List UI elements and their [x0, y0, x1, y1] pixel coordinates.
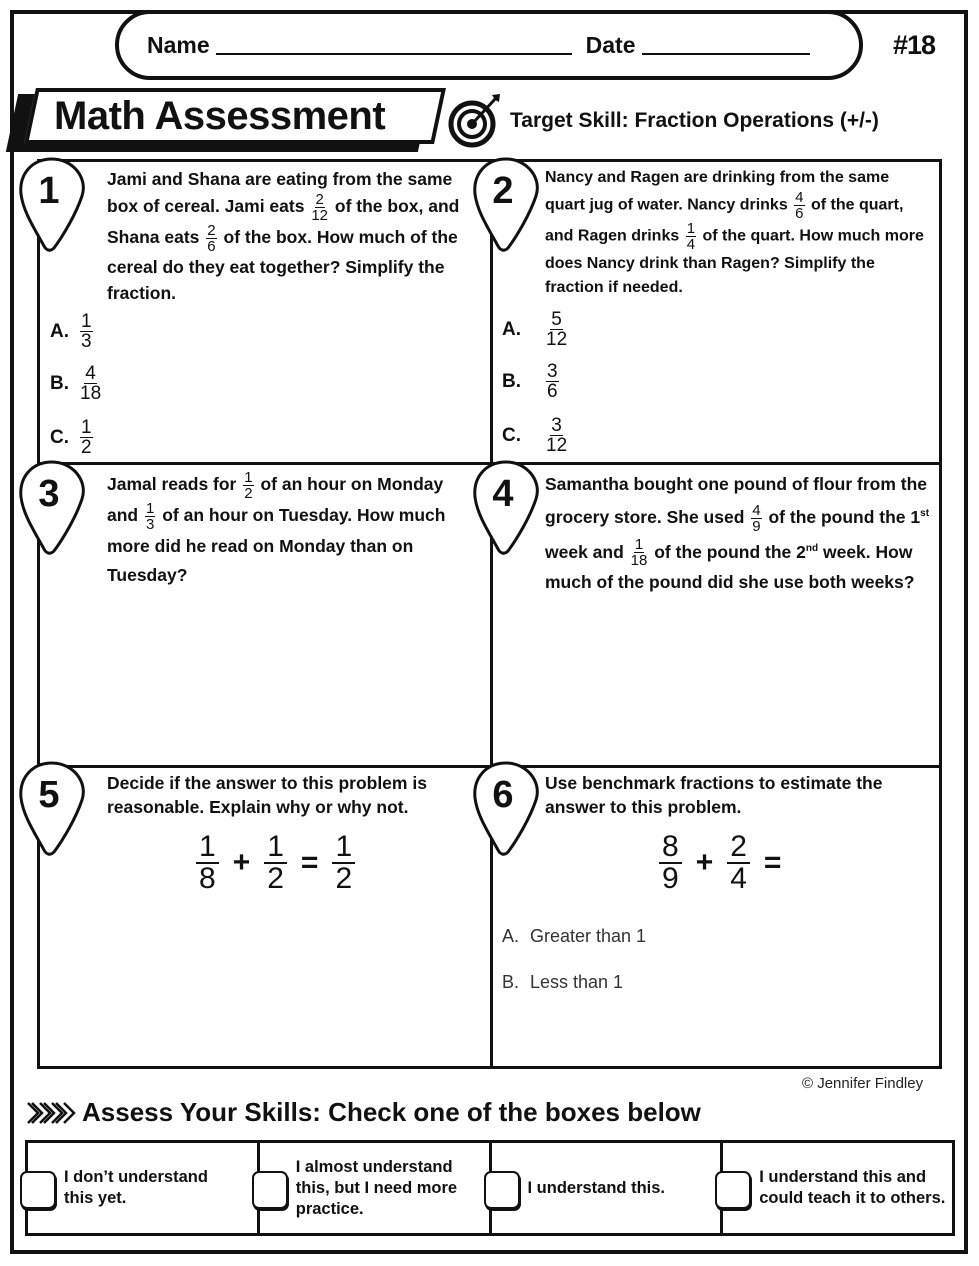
numerator: 8	[659, 832, 682, 864]
denominator: 9	[752, 517, 761, 535]
name-input-line[interactable]	[216, 35, 572, 55]
grid-divider-vertical	[490, 162, 493, 1066]
target-icon	[448, 92, 504, 148]
denominator: 18	[80, 383, 102, 404]
question-5-equation	[194, 832, 357, 894]
assess-option-2[interactable]	[260, 1143, 492, 1233]
q4-fraction-week2	[631, 537, 648, 568]
checkbox[interactable]	[252, 1171, 288, 1209]
question-1-text	[107, 166, 479, 306]
choice-fraction	[80, 418, 93, 457]
checkbox[interactable]	[20, 1171, 56, 1209]
q2-fraction-ragen	[686, 221, 696, 252]
ordinal-suffix: st	[920, 508, 930, 519]
sheet-number: #18	[893, 30, 936, 60]
q3-text-part: Jamal reads for	[107, 474, 237, 495]
ordinal-suffix: nd	[805, 542, 819, 554]
question-3-badge	[18, 459, 86, 557]
q6-choice-b[interactable]	[502, 972, 623, 993]
target-skill: Target Skill: Fraction Operations (+/-)	[510, 109, 879, 132]
choice-letter: A.	[502, 318, 521, 340]
q4-text-part: week and	[545, 541, 624, 562]
q4-text-part: of the pound the 1	[768, 506, 921, 527]
denominator: 8	[199, 862, 216, 895]
eq-fraction-b	[727, 832, 750, 894]
checkbox[interactable]	[484, 1171, 520, 1209]
choice-letter: C.	[50, 426, 69, 448]
question-6-badge	[472, 760, 540, 858]
numerator: 3	[551, 415, 562, 436]
q6-choice-a[interactable]	[502, 926, 646, 947]
assess-heading	[26, 1097, 701, 1128]
q1-text-part: Jami and Shana are eating from the same box of cereal. Jami eats	[107, 169, 453, 217]
q4-text-part: week. How much of the pound did she use both weeks?	[545, 541, 915, 593]
plus-operator: +	[695, 846, 714, 879]
numerator: 1	[634, 536, 644, 554]
q4-text-part: of the pound the 2	[654, 541, 806, 562]
q2-text-part: Nancy and Ragen are drinking from the same quart jug of water. Nancy drinks	[545, 169, 890, 214]
page-title: Math Assessment	[54, 94, 386, 138]
eq-fraction-a	[659, 832, 682, 894]
q1-fraction-jami	[311, 192, 328, 223]
q3-text-part: of an hour on Tuesday. How much more did he read on Monday than on Tuesday?	[107, 505, 446, 585]
question-5-badge	[18, 760, 86, 858]
numerator: 1	[332, 832, 355, 864]
numerator: 4	[85, 363, 96, 384]
question-3-text	[107, 470, 479, 590]
question-1-badge	[18, 156, 86, 254]
choice-letter: B.	[502, 972, 520, 992]
choice-fraction	[80, 364, 101, 403]
question-6-equation	[657, 832, 781, 894]
q1-choice-c[interactable]	[50, 418, 95, 457]
assess-option-label: I understand this and could teach it to others.	[759, 1168, 946, 1207]
copyright: © Jennifer Findley	[802, 1075, 924, 1092]
plus-operator: +	[232, 846, 251, 879]
equals-operator: =	[300, 846, 319, 879]
denominator: 2	[81, 437, 92, 458]
q2-text-part: of the quart. How much more does Nancy drink than Ragen? Simplify the fraction if needed.	[545, 227, 924, 296]
denominator: 12	[546, 435, 568, 456]
choice-text: Less than 1	[530, 972, 624, 992]
question-2-text	[545, 166, 930, 300]
q1-text-part: of the box. How much of the cereal do they eat together? Simplify the fraction.	[107, 227, 458, 303]
equals-operator: =	[763, 846, 782, 879]
assess-option-label: I don’t understand this yet.	[64, 1168, 208, 1207]
assess-option-3[interactable]	[492, 1143, 724, 1233]
numerator: 4	[795, 189, 804, 206]
choice-letter: B.	[502, 370, 521, 392]
numerator: 3	[547, 361, 558, 382]
title-banner	[12, 88, 437, 152]
denominator: 6	[547, 381, 558, 402]
choice-letter: A.	[502, 926, 520, 946]
denominator: 12	[546, 329, 568, 350]
denominator: 9	[662, 862, 679, 895]
numerator: 4	[752, 501, 761, 519]
assess-option-1[interactable]	[28, 1143, 260, 1233]
q3-fraction-tuesday	[145, 501, 155, 532]
assess-option-label: I almost understand this, but I need more practice.	[295, 1157, 458, 1218]
q3-text-part: of an hour on Monday and	[107, 474, 444, 526]
q1-choice-b[interactable]	[50, 364, 103, 403]
q1-text-part: of the box, and Shana eats	[107, 196, 460, 248]
q4-fraction-week1	[751, 503, 761, 534]
question-4-text	[545, 470, 935, 597]
denominator: 2	[267, 862, 284, 895]
numerator: 1	[146, 500, 155, 517]
numerator: 1	[244, 469, 253, 486]
chevrons-icon	[26, 1100, 76, 1126]
self-assessment-table	[25, 1140, 955, 1236]
checkbox[interactable]	[715, 1171, 751, 1209]
name-label: Name	[147, 31, 210, 58]
denominator: 2	[335, 862, 353, 895]
eq-fraction-b	[264, 832, 287, 894]
q2-text-part: of the quart, and Ragen drinks	[545, 196, 904, 245]
denominator: 2	[244, 485, 253, 502]
denominator: 18	[630, 552, 648, 570]
eq-fraction-c	[332, 832, 355, 894]
numerator: 1	[686, 220, 696, 237]
q2-fraction-nancy	[794, 190, 804, 221]
denominator: 12	[311, 207, 329, 224]
numerator: 5	[551, 309, 562, 330]
numerator: 1	[196, 832, 219, 864]
assess-heading-text: Assess Your Skills: Check one of the boxes below	[82, 1097, 701, 1127]
q2-choice-b[interactable]	[502, 362, 561, 401]
choice-letter: C.	[502, 424, 521, 446]
question-4-badge	[472, 459, 540, 557]
numerator: 2	[207, 222, 216, 239]
assess-option-4[interactable]	[723, 1143, 952, 1233]
denominator: 4	[686, 236, 696, 253]
q2-choice-a[interactable]	[502, 310, 569, 349]
denominator: 6	[207, 238, 216, 255]
date-input-line[interactable]	[642, 35, 810, 55]
q2-choice-c[interactable]	[502, 416, 569, 455]
choice-fraction	[546, 362, 559, 401]
q1-fraction-shana	[206, 223, 216, 254]
numerator: 1	[81, 311, 92, 332]
assess-option-label: I understand this.	[527, 1178, 666, 1197]
choice-fraction	[546, 310, 567, 349]
denominator: 4	[730, 862, 747, 895]
denominator: 3	[81, 331, 92, 352]
name-date-field	[115, 10, 863, 80]
question-5-number: 5	[38, 774, 60, 816]
choice-text: Greater than 1	[530, 926, 647, 946]
denominator: 6	[795, 205, 804, 222]
question-1-number: 1	[38, 170, 60, 212]
choice-letter: B.	[50, 372, 69, 394]
numerator: 1	[264, 832, 287, 864]
question-6-number: 6	[492, 774, 514, 816]
q1-choice-a[interactable]	[50, 312, 95, 351]
date-label: Date	[585, 31, 636, 58]
numerator: 1	[81, 417, 92, 438]
question-5-text: Decide if the answer to this problem is reasonable. Explain why or why not.	[107, 773, 427, 817]
eq-fraction-a	[196, 832, 219, 894]
choice-fraction	[80, 312, 93, 351]
choice-letter: A.	[50, 320, 69, 342]
question-3-number: 3	[38, 473, 60, 515]
choice-fraction	[546, 416, 567, 455]
question-2-number: 2	[492, 170, 514, 212]
q4-text-part: Samantha bought one pound of flour from the grocery store. She used	[545, 474, 928, 527]
numerator: 2	[727, 832, 750, 864]
question-4-number: 4	[492, 473, 514, 515]
numerator: 2	[315, 191, 324, 208]
q3-fraction-monday	[243, 470, 253, 501]
question-6-text: Use benchmark fractions to estimate the answer to this problem.	[545, 773, 883, 817]
denominator: 3	[146, 516, 155, 533]
question-2-badge	[472, 156, 540, 254]
